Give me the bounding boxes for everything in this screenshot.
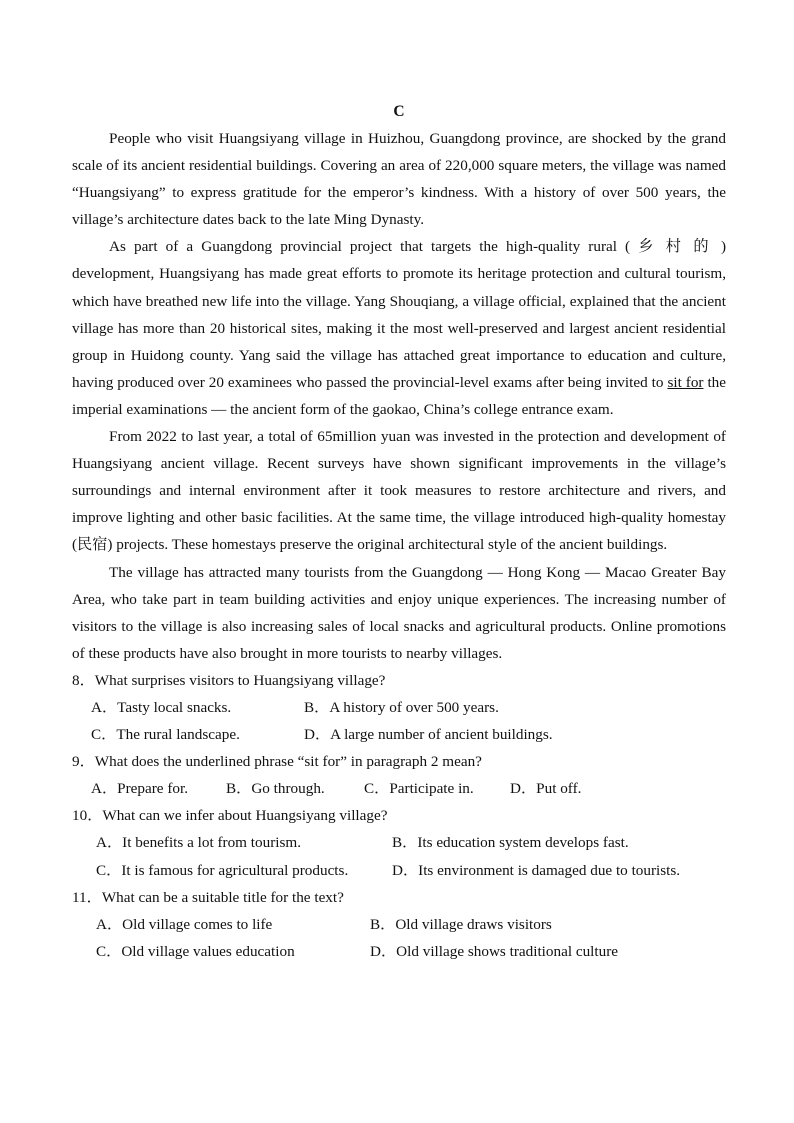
option-text: Old village comes to life — [122, 915, 273, 933]
question-text: What does the underlined phrase “sit for” in paragraph 2 mean? — [94, 753, 482, 771]
section-title: C — [393, 103, 405, 120]
option-b[interactable] — [304, 694, 499, 721]
question-number: 11． — [72, 888, 102, 906]
option-d[interactable] — [370, 938, 618, 965]
question-9 — [72, 748, 726, 775]
option-text: Old village draws visitors — [395, 915, 552, 933]
option-text: A large number of ancient buildings. — [330, 726, 553, 744]
option-b[interactable] — [226, 775, 325, 802]
option-label: C． — [96, 861, 122, 879]
option-label: A． — [96, 834, 123, 852]
question-10 — [72, 802, 726, 829]
question-10-options-row-2 — [72, 857, 726, 884]
paragraph-2 — [72, 233, 726, 423]
option-label: A． — [91, 780, 118, 798]
option-text: Tasty local snacks. — [117, 698, 232, 716]
option-label: D． — [392, 861, 419, 879]
option-label: A． — [91, 698, 118, 716]
question-number: 10． — [72, 807, 103, 825]
paragraph-3: From 2022 to last year, a total of 65million yuan was invested in the protection and development of Huangsiyang ancient village. Recent surveys have shown significant improvements in the village’s surroundings and internal environment after it took measures to restore architecture and rivers, and improve lighting and other basic facilities. At the same time, the village introduced high-quality homestay (民宿) projects. These homestays preserve the original architectural style of the ancient buildings. — [72, 428, 726, 554]
question-number: 9． — [72, 753, 95, 771]
question-number: 8． — [72, 671, 95, 689]
option-text: Put off. — [536, 780, 582, 798]
paragraph-4: The village has attracted many tourists from the Guangdong — Hong Kong — Macao Greater Bay Area, who take part in team building activities and enjoy unique experiences. The increasing number of visitors to the village is also increasing sales of local snacks and agricultural products. Online promotions of these products have also brought in more tourists to nearby villages. — [72, 563, 726, 662]
question-9-options-row — [72, 775, 726, 802]
option-text: Old village values education — [121, 942, 295, 960]
option-text: It is famous for agricultural products. — [121, 861, 349, 879]
option-a[interactable] — [91, 694, 231, 721]
option-label: D． — [304, 726, 331, 744]
option-label: B． — [370, 915, 396, 933]
option-label: C． — [91, 726, 117, 744]
question-8-options-row-2 — [72, 721, 726, 748]
option-text: Its environment is damaged due to tourists. — [418, 861, 681, 879]
question-text: What can we infer about Huangsiyang village? — [102, 807, 388, 825]
option-a[interactable] — [91, 775, 188, 802]
paragraph-2-text-after: the imperial examinations — the ancient form of the gaokao, China’s college entrance exam. — [72, 373, 726, 418]
question-10-options-row-1 — [72, 829, 726, 856]
option-text: Old village shows traditional culture — [396, 942, 619, 960]
option-label: C． — [364, 780, 390, 798]
option-text: Go through. — [251, 780, 325, 798]
question-11-options-row-1 — [72, 911, 726, 938]
option-a[interactable] — [96, 829, 301, 856]
option-c[interactable] — [96, 857, 348, 884]
option-label: B． — [304, 698, 330, 716]
option-c[interactable] — [364, 775, 474, 802]
question-8 — [72, 667, 726, 694]
option-label: B． — [226, 780, 252, 798]
paragraph-2-text-before: As part of a Guangdong provincial project that targets the high-quality rural ( 乡 村 的 ) development, Huangsiyang has made great efforts to promote its heritage protection and cultural tourism, which have breathed new life into the village. Yang Shouqiang, a village official, explained that the ancient village has more than 20 historical sites, making it the most well-preserved and largest ancient residential group in Huidong county. Yang said the village has attached great importance to education and culture, having produced over 20 examinees who passed the provincial-level exams after being invited to — [72, 238, 726, 391]
option-label: C． — [96, 942, 122, 960]
option-text: Prepare for. — [117, 780, 188, 798]
underlined-phrase: sit for — [667, 373, 704, 391]
option-text: Its education system develops fast. — [417, 834, 629, 852]
option-text: It benefits a lot from tourism. — [122, 834, 301, 852]
option-a[interactable] — [96, 911, 272, 938]
option-c[interactable] — [96, 938, 295, 965]
option-b[interactable] — [392, 829, 629, 856]
option-d[interactable] — [304, 721, 553, 748]
option-label: A． — [96, 915, 123, 933]
question-text: What can be a suitable title for the text? — [101, 888, 344, 906]
option-d[interactable] — [510, 775, 581, 802]
option-label: D． — [510, 780, 537, 798]
question-11-options-row-2 — [72, 938, 726, 965]
document-page — [72, 98, 726, 965]
question-text: What surprises visitors to Huangsiyang village? — [94, 671, 386, 689]
question-11 — [72, 884, 726, 911]
option-d[interactable] — [392, 857, 680, 884]
option-c[interactable] — [91, 721, 240, 748]
option-text: Participate in. — [389, 780, 474, 798]
option-b[interactable] — [370, 911, 552, 938]
option-label: B． — [392, 834, 418, 852]
option-text: The rural landscape. — [116, 726, 240, 744]
option-label: D． — [370, 942, 397, 960]
paragraph-1: People who visit Huangsiyang village in Huizhou, Guangdong province, are shocked by the grand scale of its ancient residential buildings. Covering an area of 220,000 square meters, the village was named “Huangsiyang” to express gratitude for the emperor’s kindness. With a history of over 500 years, the village’s architecture dates back to the late Ming Dynasty. — [72, 130, 726, 229]
option-text: A history of over 500 years. — [329, 698, 499, 716]
question-8-options-row-1 — [72, 694, 726, 721]
